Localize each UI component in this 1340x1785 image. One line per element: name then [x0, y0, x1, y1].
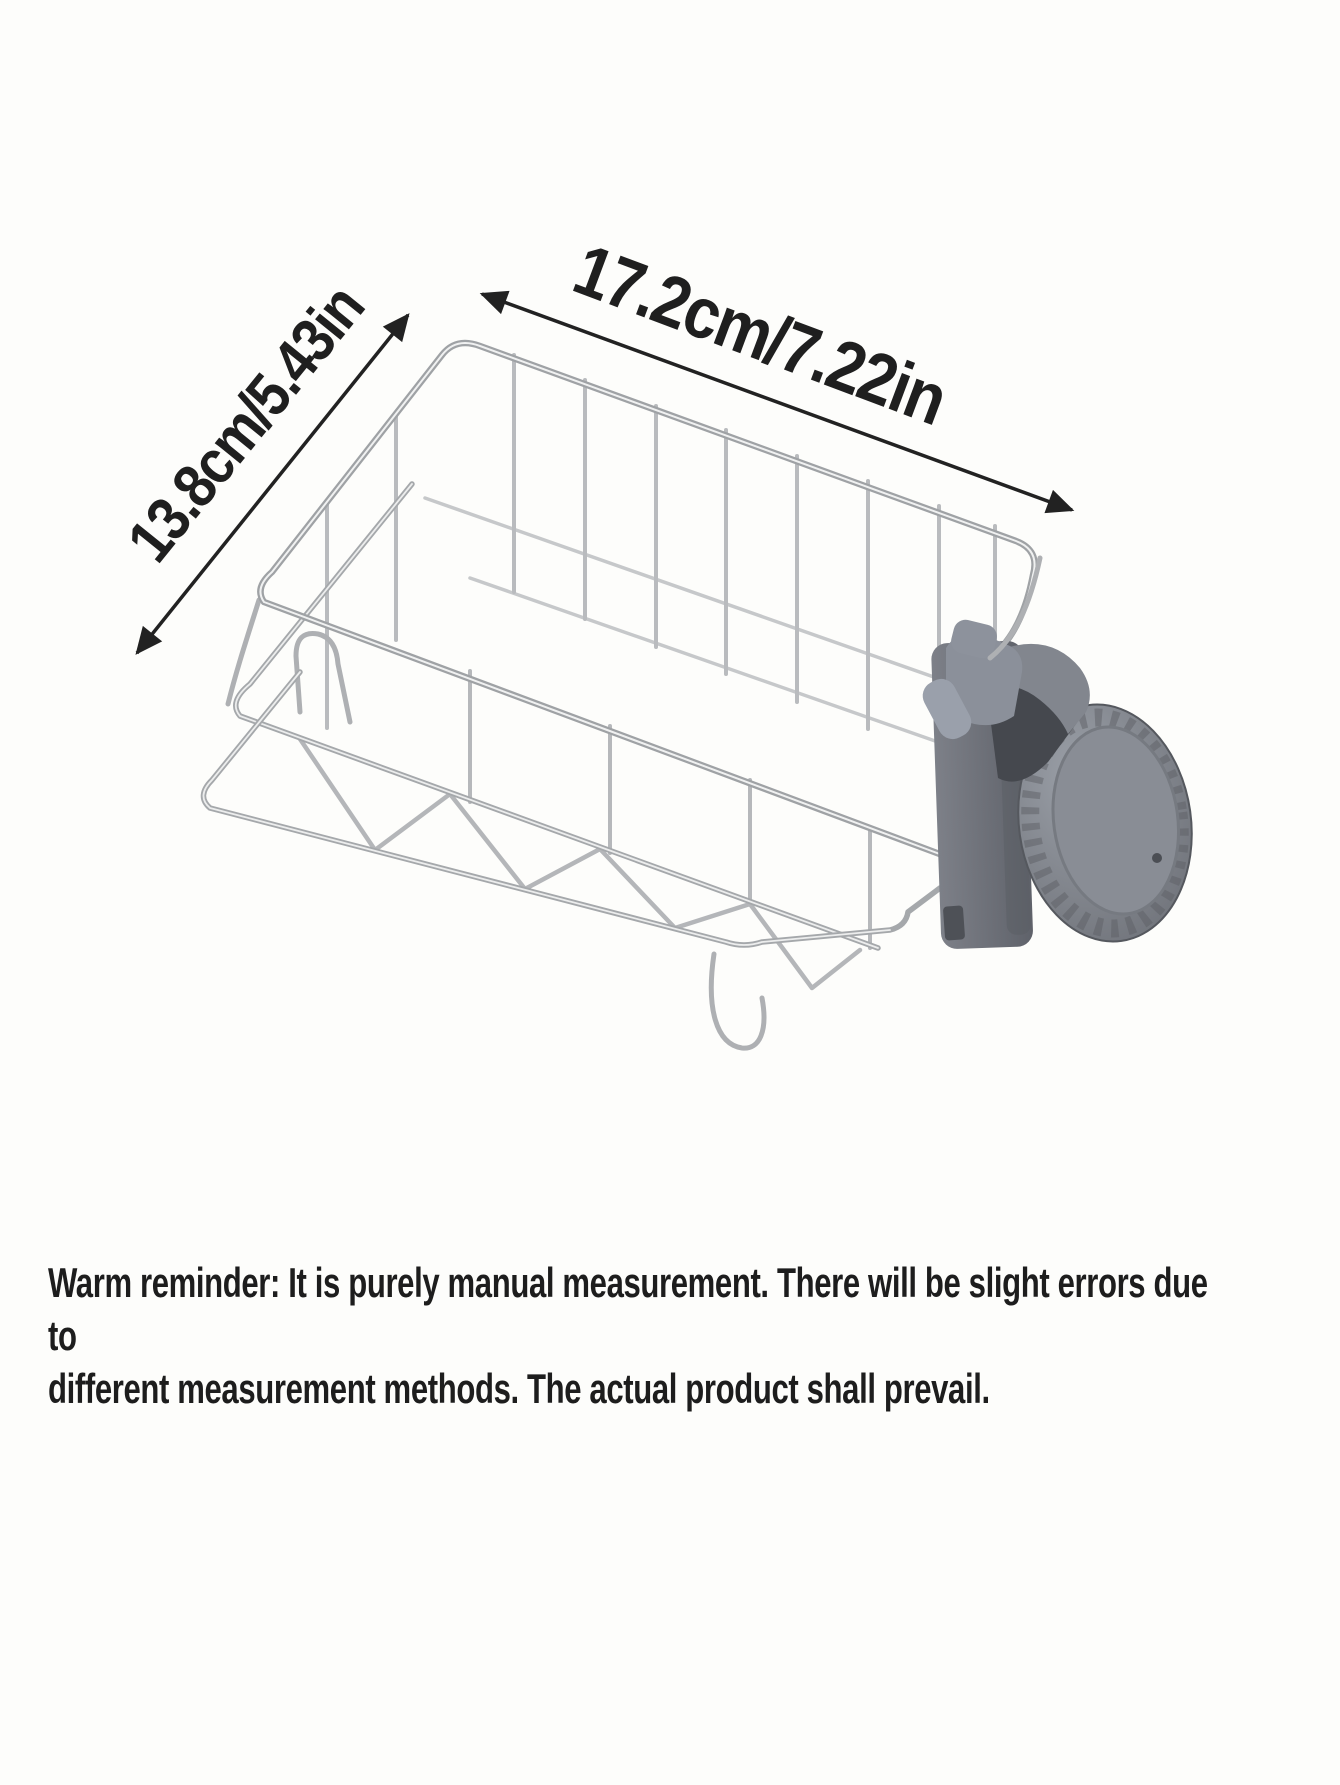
- mount-clamp: [917, 558, 1206, 953]
- reminder-line-2: different measurement methods. The actual product shall prevail.: [48, 1365, 990, 1412]
- basket-lower-rim: [236, 484, 878, 948]
- basket-front-wires: [470, 671, 870, 948]
- knob-center-dimple: [1152, 853, 1162, 863]
- reminder-line-1: Warm reminder: It is purely manual measurement. There will be slight errors due to: [48, 1259, 1208, 1359]
- reminder-text: [48, 1256, 1232, 1415]
- wire-basket: [203, 343, 1034, 1048]
- basket-zigzag-brace: [300, 739, 860, 988]
- basket-base-frame: [203, 672, 940, 1048]
- depth-dimension-label: 13.8cm/5.43in: [114, 273, 378, 575]
- clamp-foot: [943, 905, 965, 940]
- drain-hook-wire: [711, 954, 764, 1048]
- basket-base-back-edge: [425, 498, 985, 742]
- basket-divider-arch: [228, 600, 350, 722]
- width-dimension-label: 17.2cm/7.22in: [563, 229, 957, 441]
